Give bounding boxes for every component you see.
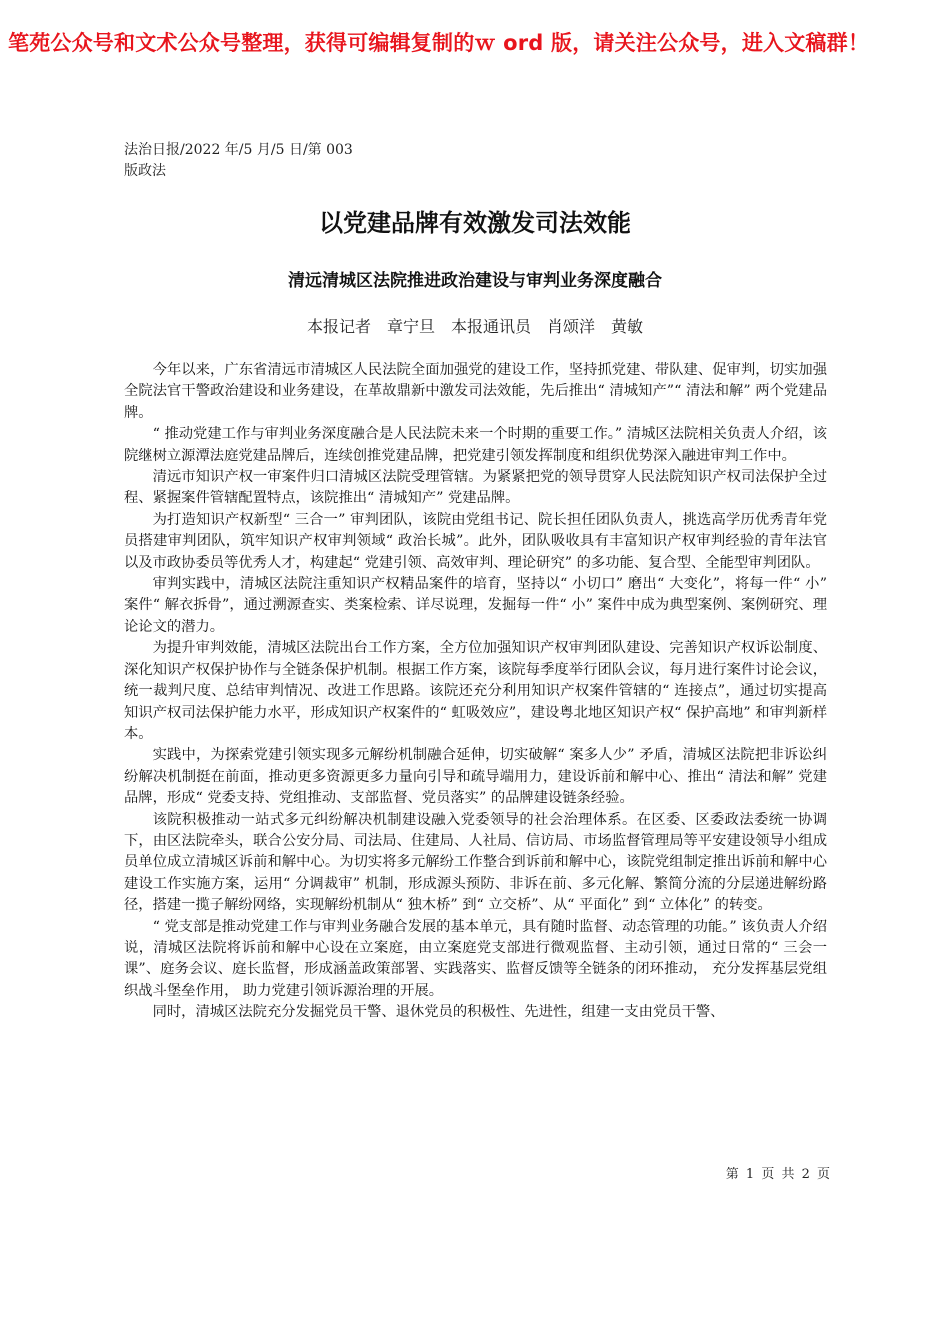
source-line-2: 版政法 <box>124 163 166 179</box>
paragraph: 审判实践中，清城区法院注重知识产权精品案件的培育，坚持以“ 小切口” 磨出“ 大变化”，将每一件“ 小” 案件“ 解衣拆骨”，通过溯源查实、类案检索、详尽说理，发掘每一件“ 小” 案件中成为典型案例、案例研究、理论论文的潜力。 <box>124 576 827 635</box>
paragraph: 同时，清城区法院充分发掘党员干警、退休党员的积极性、先进性，组建一支由党员干警、 <box>152 1004 725 1021</box>
paragraph: 为打造知识产权新型“ 三合一” 审判团队，该院由党组书记、院长担任团队负责人，挑选高学历优秀青年党员搭建审判团队，筑牢知识产权审判领域“ 政治长城”。此外，团队吸收具有丰富知识产权审判经验的青年法官以及市政协委员等优秀人才，构建起“ 党建引领、高效审判、理论研究” 的多功能、复合型、全能型审判团队。 <box>124 511 827 571</box>
paragraph: 为提升审判效能，清城区法院出台工作方案，全方位加强知识产权审判团队建设、完善知识产权诉讼制度、深化知识产权保护协作与全链条保护机制。根据工作方案，该院每季度举行团队会议，每月进行案件讨论会议，统一裁判尺度、总结审判情况、改进工作思路。该院还充分利用知识产权案件管辖的“ 连接点”，通过切实提高知识产权司法保护能力水平，形成知识产权案件的“ 虹吸效应”，建设粤北地区知识产权“ 保护高地” 和审判新样本。 <box>124 640 827 742</box>
source-info <box>124 140 384 182</box>
paragraph: 该院积极推动一站式多元纠纷解决机制建设融入党委领导的社会治理体系。在区委、区委政法委统一协调下，由区法院牵头，联合公安分局、司法局、住建局、人社局、信访局、市场监督管理局等平安建设领导小组成员单位成立清城区诉前和解中心。为切实将多元解纷工作整合到诉前和解中心，该院党组制定推出诉前和解中心建设工作实施方案，运用“ 分调裁审” 机制，形成源头预防、非诉在前、多元化解、繁简分流的分层递进解纷路径，搭建一揽子解纷网络，实现解纷机制从“ 独木桥” 到“ 立交桥”、从“ 平面化” 到“ 立体化” 的转变。 <box>124 811 827 914</box>
article-subtitle: 清远清城区法院推进政治建设与审判业务深度融合 <box>288 271 662 291</box>
paragraph: 今年以来，广东省清远市清城区人民法院全面加强党的建设工作，坚持抓党建、带队建、促审判，切实加强全院法官干警政治建设和业务建设，在革故鼎新中激发司法效能，先后推出“ 清城知产”“ 清法和解” 两个党建品牌。 <box>124 362 827 421</box>
source-line-1: 法治日报/2022 年/5 月/5 日/第 003 <box>124 142 353 158</box>
page-number: 第 1 页 共 2 页 <box>725 1167 830 1182</box>
byline: 本报记者 章宁旦 本报通讯员 肖颂洋 黄敏 <box>306 317 643 336</box>
paragraph: “ 党支部是推动党建工作与审判业务融合发展的基本单元，具有随时监督、动态管理的功能。” 该负责人介绍说，清城区法院将诉前和解中心设在立案庭，由立案庭党支部进行微观监督、主动引领，通过日常的“ 三会一课”、庭务会议、庭长监督，形成涵盖政策部署、实践落实、监督反馈等全链条的闭环推动， 充分发挥基层党组织战斗堡垒作用， 助力党建引领诉源治理的开展。 <box>124 918 827 999</box>
paragraph: 清远市知识产权一审案件归口清城区法院受理管辖。为紧紧把党的领导贯穿人民法院知识产权司法保护全过程、紧握案件管辖配置特点，该院推出“ 清城知产” 党建品牌。 <box>124 469 827 507</box>
article-body <box>124 360 827 1024</box>
paragraph: “ 推动党建工作与审判业务深度融合是人民法院未来一个时期的重要工作。” 清城区法院相关负责人介绍，该院继树立源潭法庭党建品牌后，连续创推党建品牌，把党建引领发挥制度和组织优势深入融进审判工作中。 <box>124 426 827 464</box>
promo-banner: 笔苑公众号和文术公众号整理，获得可编辑复制的ｗ ord 版，请关注公众号，进入文稿群！ <box>8 31 870 55</box>
article-title: 以党建品牌有效激发司法效能 <box>319 209 631 237</box>
paragraph: 实践中，为探索党建引领实现多元解纷机制融合延伸，切实破解“ 案多人少” 矛盾，清城区法院把非诉讼纠纷解决机制挺在前面，推动更多资源更多力量向引导和疏导端用力，建设诉前和解中心、推出“ 清法和解” 党建品牌，形成“ 党委支持、党组推动、支部监督、党员落实” 的品牌建设链条经验。 <box>124 747 827 807</box>
